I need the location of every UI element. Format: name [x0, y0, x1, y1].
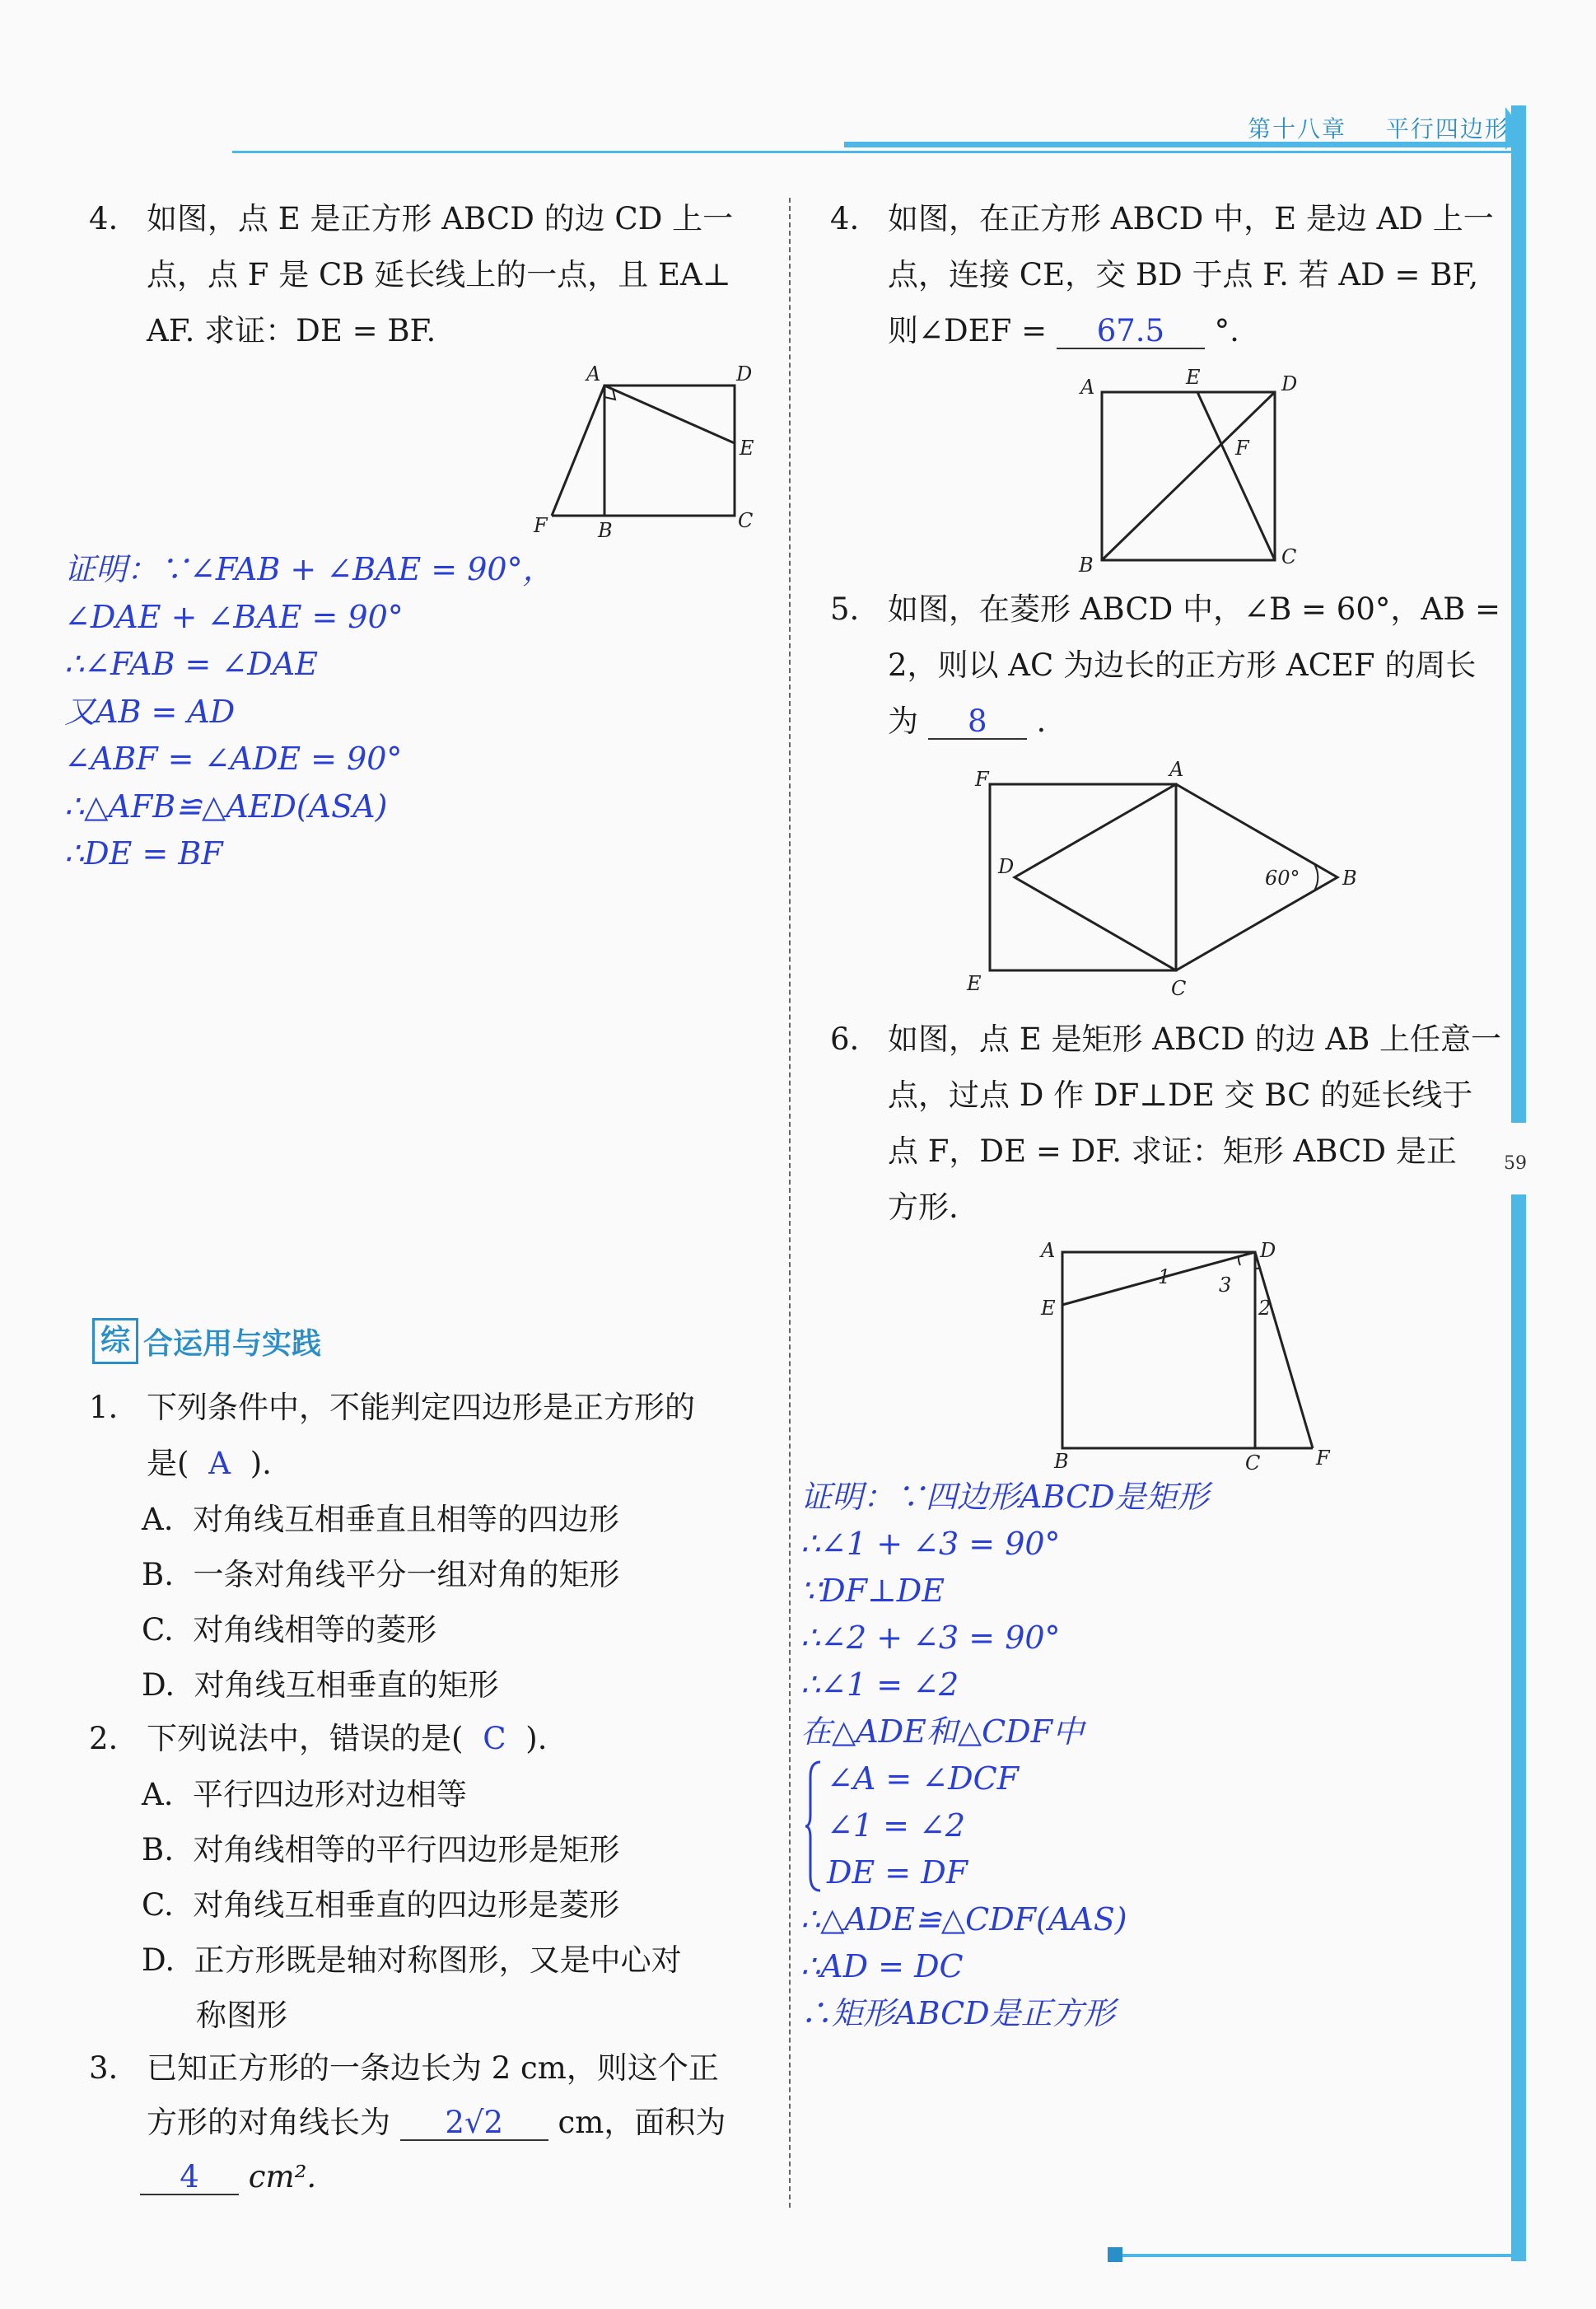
question-text: 下列说法中，错误的是(: [147, 1721, 464, 1756]
label-B: B: [1079, 554, 1094, 577]
question-text: .: [1036, 703, 1047, 739]
answer-value: 4: [180, 2159, 199, 2194]
proof-line: ∵DF⊥DE: [800, 1573, 945, 1609]
label-F: F: [1235, 437, 1249, 460]
question-text: cm².: [248, 2159, 317, 2194]
footer-line: [1116, 2254, 1526, 2257]
section-question-1: [89, 1380, 764, 1492]
answer-blank: [400, 2106, 548, 2141]
question-text-line: 点，过点 D 作 DF⊥DE 交 BC 的延长线于: [888, 1077, 1473, 1113]
label-C: C: [1281, 545, 1297, 568]
option-text: 正方形既是轴对称图形，又是中心对: [194, 1942, 682, 1978]
chapter-label: [1248, 111, 1510, 144]
header-line-thin: [232, 151, 1517, 153]
question-number: 6.: [830, 1021, 860, 1057]
label-D: D: [998, 855, 1015, 878]
answer-choice: A: [208, 1446, 231, 1481]
proof-line: ∴矩形ABCD是正方形: [800, 1995, 1115, 2031]
question-text: ).: [250, 1446, 272, 1481]
left-q4-proof: [64, 546, 554, 878]
proof-line: 又AB = AD: [64, 693, 236, 730]
section-question-3: [89, 2041, 772, 2204]
option-text: 称图形: [196, 1998, 287, 2033]
chapter-number: 第十八章: [1248, 115, 1347, 143]
question-number: 5.: [830, 591, 860, 627]
proof-line: DE = DF: [827, 1854, 968, 1891]
option-key: B.: [142, 1832, 174, 1867]
question-text-line: 2，则以 AC 为边长的正方形 ACEF 的周长: [888, 647, 1477, 683]
proof-line: ∴∠1 = ∠2: [800, 1666, 959, 1703]
section-heading: [92, 1318, 321, 1364]
label-D: D: [736, 362, 753, 386]
question-text-line: 点，点 F 是 CB 延长线上的一点，且 EA⊥: [147, 257, 731, 292]
proof-line: 在△ADE和△CDF中: [800, 1713, 1085, 1750]
section-badge: 综: [92, 1318, 138, 1364]
right-q6-proof: [800, 1474, 1209, 2037]
right-q4-figure: [1071, 362, 1318, 577]
s2-options: [142, 1767, 682, 2043]
option: [142, 1767, 682, 1822]
label-D: D: [1260, 1239, 1276, 1262]
proof-line: 证明：∵四边形ABCD是矩形: [800, 1479, 1209, 1515]
question-text-line: 如图，在正方形 ABCD 中，E 是边 AD 上一: [888, 201, 1494, 236]
answer-choice: C: [483, 1721, 506, 1756]
proof-line: ∴∠2 + ∠3 = 90°: [800, 1620, 1061, 1656]
right-question-4: [830, 191, 1505, 359]
label-E: E: [740, 437, 754, 460]
option-key: B.: [142, 1557, 174, 1592]
question-number: 2.: [89, 1721, 119, 1756]
option-text: 对角线相等的菱形: [193, 1612, 437, 1648]
question-number: 4.: [89, 201, 119, 236]
option-key: D.: [142, 1942, 175, 1978]
option-text: 对角线互相垂直的四边形是菱形: [193, 1887, 620, 1923]
option: [142, 1657, 619, 1713]
answer-value: 8: [967, 703, 987, 739]
label-C: C: [1245, 1451, 1261, 1471]
page-number: 59: [1504, 1153, 1527, 1174]
answer-blank: [1057, 315, 1205, 349]
margin-bar-top: [1511, 105, 1526, 1123]
option-key: A.: [142, 1777, 174, 1812]
question-text-line: 点，连接 CE，交 BD 于点 F. 若 AD = BF,: [888, 257, 1479, 292]
option: [142, 1547, 619, 1602]
option-text: 一条对角线平分一组对角的矩形: [193, 1557, 620, 1592]
question-text: °.: [1214, 313, 1239, 348]
right-question-6: [830, 1012, 1505, 1236]
option: [142, 1602, 619, 1657]
proof-line: 证明：∵∠FAB + ∠BAE = 90°，: [64, 551, 554, 587]
column-divider: [789, 198, 791, 2208]
question-text: cm，面积为: [558, 2105, 726, 2140]
question-text-line: 方形.: [888, 1190, 959, 1225]
label-A: A: [1041, 1239, 1056, 1262]
label-A: A: [1169, 758, 1184, 781]
label-D: D: [1281, 372, 1298, 395]
angle-label: 60°: [1265, 867, 1300, 890]
label-C: C: [738, 509, 754, 532]
proof-line: ∠1 = ∠2: [827, 1807, 966, 1844]
option: [142, 1933, 682, 1988]
label-F: F: [975, 768, 989, 791]
answer-value: 67.5: [1096, 313, 1165, 348]
label-B: B: [1054, 1450, 1069, 1471]
label-F: F: [1316, 1447, 1330, 1470]
question-number: 3.: [89, 2050, 119, 2086]
brace: [805, 1760, 824, 1892]
question-text: 方形的对角线长为: [147, 2105, 390, 2140]
left-q4-figure: [527, 362, 774, 540]
proof-line: ∴AD = DC: [800, 1948, 964, 1984]
label-F: F: [534, 514, 548, 537]
option: [142, 1822, 682, 1877]
proof-line: ∴△ADE≌△CDF(AAS): [800, 1901, 1127, 1937]
label-A: A: [586, 362, 601, 386]
question-number: 1.: [89, 1390, 119, 1425]
question-text-line: 下列条件中，不能判定四边形是正方形的: [147, 1390, 695, 1425]
question-text: 为: [888, 703, 918, 739]
proof-line: ∴△AFB≌△AED(ASA): [64, 788, 388, 825]
question-text: 则∠DEF =: [888, 313, 1048, 348]
label-E: E: [967, 972, 982, 995]
option-key: C.: [142, 1887, 174, 1923]
answer-blank: [928, 705, 1027, 740]
answer-blank: [140, 2161, 239, 2195]
section-question-2: [89, 1711, 547, 1767]
proof-line: ∴DE = BF: [64, 835, 223, 872]
answer-value: 2√2: [445, 2105, 504, 2140]
option-key: A.: [142, 1502, 174, 1537]
header-bar: [0, 0, 1596, 165]
question-text: ).: [525, 1721, 548, 1756]
option: [142, 1492, 619, 1547]
question-text: 是(: [147, 1446, 189, 1481]
label-E: E: [1041, 1297, 1056, 1320]
option-text: 平行四边形对边相等: [193, 1777, 468, 1812]
proof-system: [800, 1755, 1209, 1896]
right-q6-figure: [1038, 1232, 1351, 1471]
label-E: E: [1186, 366, 1201, 389]
angle-label-3: 3: [1219, 1274, 1232, 1297]
option-continuation: [142, 1988, 682, 2043]
right-q5-figure: [955, 748, 1375, 1012]
label-C: C: [1171, 977, 1187, 1000]
option-key: C.: [142, 1612, 174, 1648]
s1-options: [142, 1492, 619, 1713]
question-text-line: 如图，在菱形 ABCD 中，∠B = 60°，AB =: [888, 591, 1501, 627]
question-text-line: 如图，点 E 是正方形 ABCD 的边 CD 上一: [147, 201, 734, 236]
chapter-title: 平行四边形: [1385, 115, 1510, 143]
proof-line: ∴∠1 + ∠3 = 90°: [800, 1526, 1061, 1562]
option-text: 对角线互相垂直的矩形: [194, 1667, 499, 1703]
label-B: B: [598, 519, 613, 540]
question-text-line: 点 F，DE = DF. 求证：矩形 ABCD 是正: [888, 1133, 1457, 1169]
label-B: B: [1342, 867, 1357, 890]
label-A: A: [1080, 376, 1095, 399]
margin-bar-bottom: [1511, 1194, 1526, 2261]
question-text-line: 如图，点 E 是矩形 ABCD 的边 AB 上任意一: [888, 1021, 1502, 1057]
question-text-line: AF. 求证：DE = BF.: [147, 313, 436, 348]
option-key: D.: [142, 1667, 175, 1703]
proof-line: ∠DAE + ∠BAE = 90°: [64, 598, 404, 635]
option: [142, 1877, 682, 1933]
angle-label-1: 1: [1158, 1265, 1171, 1288]
proof-line: ∠A = ∠DCF: [827, 1760, 1020, 1797]
section-title: 合运用与实践: [143, 1326, 322, 1361]
question-text-line: 已知正方形的一条边长为 2 cm，则这个正: [147, 2050, 719, 2086]
proof-line: ∴∠FAB = ∠DAE: [64, 646, 318, 682]
right-question-5: [830, 582, 1505, 750]
option-text: 对角线互相垂直且相等的四边形: [193, 1502, 620, 1537]
footer-square: [1108, 2247, 1122, 2262]
question-number: 4.: [830, 201, 860, 236]
proof-line: ∠ABF = ∠ADE = 90°: [64, 741, 403, 777]
option-text: 对角线相等的平行四边形是矩形: [193, 1832, 620, 1867]
angle-label-2: 2: [1258, 1297, 1272, 1320]
left-question-4: [89, 191, 764, 359]
